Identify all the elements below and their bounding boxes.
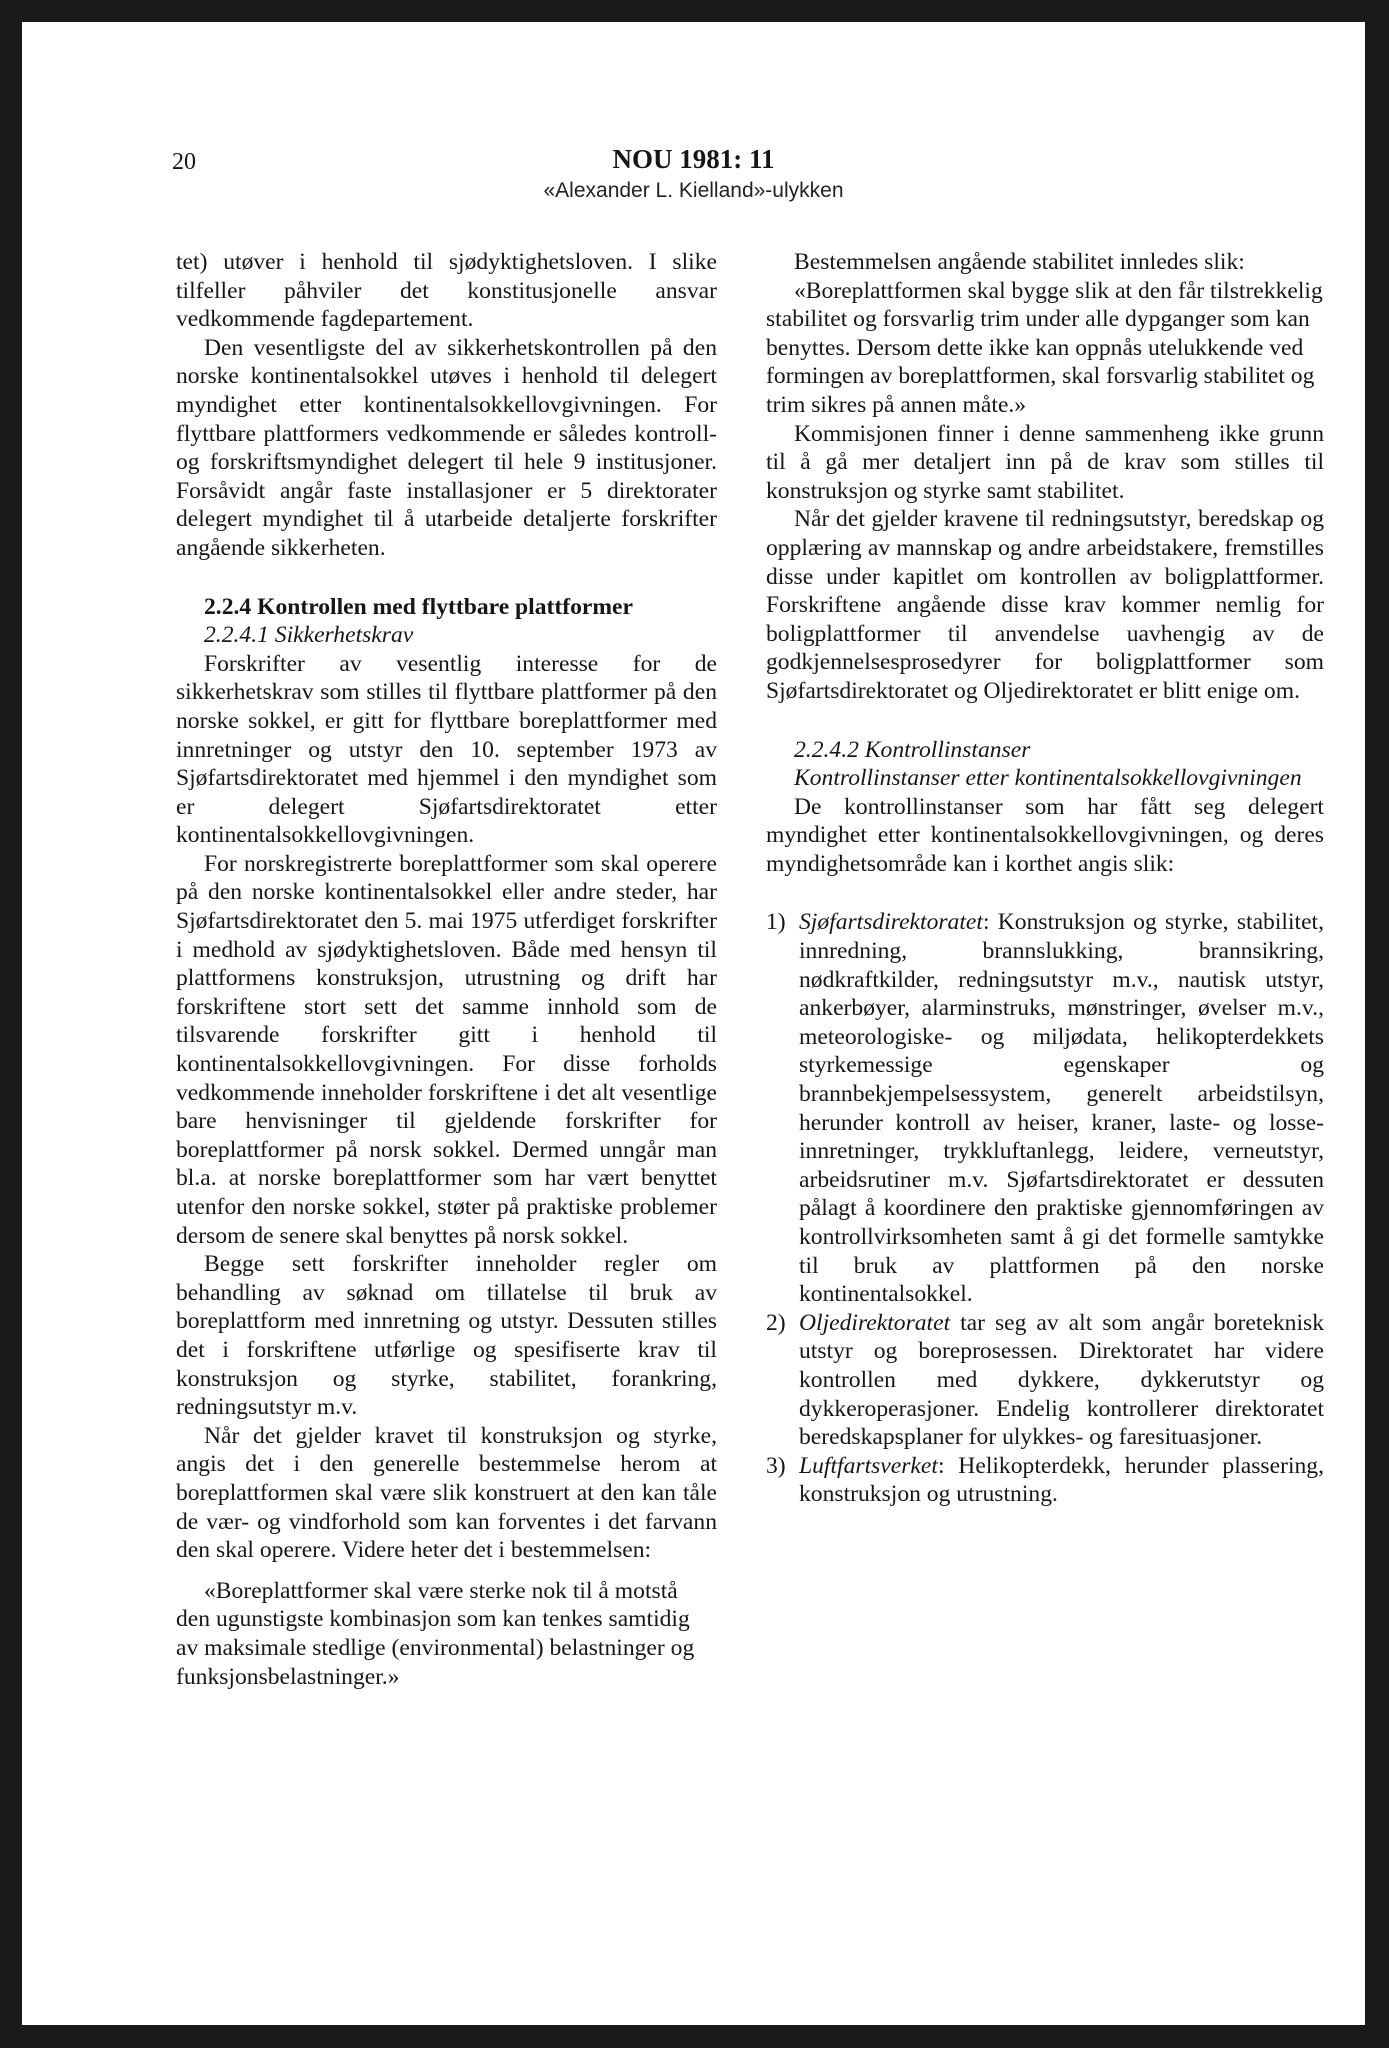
paragraph: Når det gjelder kravet til konstruksjon og styrke, angis det i den generelle bestemmelse herom at boreplattformen skal være slik konstruert at den kan tåle de vær- og vindforhold som kan forventes i det farvann den skal operere. Videre heter det i bestemmelsen: <box>176 1422 717 1564</box>
authority-name: Sjøfartsdirektoratet <box>799 909 983 936</box>
series-title: NOU 1981: 11 <box>612 144 775 174</box>
paragraph: Kommisjonen finner i denne sammenheng ikke grunn til å gå mer detaljert inn på de krav som stilles til konstruksjon og styrke samt stabilitet. <box>766 420 1324 504</box>
list-text: : Konstruksjon og styrke, stabilitet, innredning, brannslukking, brannsikring, nødkraftkilder, redningsutstyr m.v., nautisk utstyr, ankerbøyer, alarminstruks, mønstringer, øvelser m.v., meteorologiske- og miljødata, helikopterdekkets styrkemessige egenskaper og brannbekjempelsessystem, generelt arbeidstilsyn, herunder kontroll av heiser, kraner, laste- og losse-innretninger, trykkluftanlegg, leidere, verneutstyr, arbeidsrutiner m.v. Sjøfartsdirektoratet er dessuten pålagt å koordinere den praktiske gjennomføringen av kontrollvirksomheten samt å gi det formelle samtykke til bruk av plattformen på den norske kontinentalsokkel. <box>799 909 1324 1308</box>
paragraph: Bestemmelsen angående stabilitet innledes slik: <box>794 249 1245 275</box>
paragraph: Den vesentligste del av sikkerhetskontrollen på den norske kontinentalsokkel utøves i henhold til delegert myndighet etter kontinentalsokkellovgivningen. For flyttbare plattformers vedkommende er således kontroll- og forskriftsmyndighet delegert til hele 9 institusjoner. Forsåvidt angår faste installasjoner er 5 direktorater delegert myndighet til å utarbeide detaljerte forskrifter angående sikkerheten. <box>176 334 717 561</box>
list-item <box>766 908 1324 1308</box>
document-page <box>22 22 1365 2025</box>
sub-heading: 2.2.4.1 Sikkerhetskrav <box>204 622 414 649</box>
authority-name: Oljedirektoratet <box>799 1309 951 1336</box>
list-item <box>766 1309 1324 1452</box>
block-quote: «Boreplattformer skal være sterke nok til å motstå den ugunstigste kombinasjon som kan tenkes samtidig av maksimale stedlige (environmental) belastninger og funksjonsbelastninger.» <box>176 1577 695 1690</box>
paragraph: Begge sett forskrifter inneholder regler om behandling av søknad om tillatelse til bruk av boreplattform med innretning og utstyr. Dessuten stilles det i forskriftene utførlige og spesifiserte krav til konstruksjon og styrke, stabilitet, forankring, redningsutstyr m.v. <box>176 1251 717 1421</box>
list-text: : Helikopterdekk, herunder plassering, konstruksjon og utrustning. <box>799 1452 1324 1508</box>
spacer <box>766 706 1324 736</box>
authority-list <box>766 908 1324 1508</box>
spacer <box>766 878 1324 908</box>
paragraph: De kontrollinstanser som har fått seg delegert myndighet etter kontinentalsokkellovgivningen, og deres myndighetsområde kan i korthet angis slik: <box>766 793 1324 877</box>
spacer <box>176 563 717 593</box>
left-column <box>176 248 717 1691</box>
page-number: 20 <box>172 149 196 175</box>
list-number: 2) <box>766 1309 786 1336</box>
list-item <box>766 1452 1324 1509</box>
section-heading: 2.2.4 Kontrollen med flyttbare plattformer <box>204 593 633 620</box>
list-number: 3) <box>766 1452 786 1479</box>
block-quote: «Boreplattformen skal bygge slik at den får tilstrekkelig stabilitet og forsvarlig trim under alle dypganger som kan benyttes. Dersom dette ikke kan oppnås utelukkende ved formingen av boreplattformen, skal forsvarlig stabilitet og trim sikres på annen måte.» <box>766 277 1323 418</box>
list-number: 1) <box>766 909 786 936</box>
paragraph: For norskregistrerte boreplattformer som skal operere på den norske kontinentalsokkel eller andre steder, har Sjøfartsdirektoratet den 5. mai 1975 utferdiget forskrifter i medhold av sjødyktighetsloven. Både med hensyn til plattformens konstruksjon, utrustning og drift har forskriftene stort sett det samme innhold som de tilsvarende forskrifter gitt i henhold til kontinentalsokkellovgivningen. For disse forholds vedkommende inneholder forskriftene i det alt vesentlige bare henvisninger til gjeldende forskrifter for boreplattformer på norsk sokkel. Dermed unngår man bl.a. at norske boreplattformer som har vært benyttet utenfor den norske sokkel, støter på praktiske problemer dersom de senere skal benyttes på norsk sokkel. <box>176 850 717 1249</box>
sub-heading: 2.2.4.2 Kontrollinstanser <box>794 736 1031 763</box>
paragraph: Forskrifter av vesentlig interesse for de sikkerhetskrav som stilles til flyttbare plattformer på den norske sokkel, er gitt for flyttbare boreplattformer med innretninger og utstyr den 10. september 1973 av Sjøfartsdirektoratet med hjemmel i den myndighet som er delegert Sjøfartsdirektoratet etter kontinentalsokkellovgivningen. <box>176 650 717 849</box>
right-column <box>766 248 1324 1509</box>
sub-heading-2: Kontrollinstanser etter kontinentalsokkellovgivningen <box>794 765 1302 792</box>
spacer <box>176 1565 717 1577</box>
list-text: tar seg av alt som angår boreteknisk utstyr og boreprosessen. Direktoratet har videre kontrollen med dykkere, dykkerutstyr og dykkeroperasjoner. Endelig kontrollerer direktoratet beredskapsplaner for ulykkes- og faresituasjoner. <box>799 1309 1324 1451</box>
paragraph: tet) utøver i henhold til sjødyktighetsloven. I slike tilfeller påhviler det konstitusjonelle ansvar vedkommende fagdepartement. <box>176 249 717 333</box>
paragraph: Når det gjelder kravene til redningsutstyr, beredskap og opplæring av mannskap og andre arbeidstakere, fremstilles disse under kapitlet om kontrollen av boligplattformer. Forskriftene angående disse krav kommer nemlig for boligplattformer til anvendelse uavhengig av de godkjennelsesprosedyrer for boligplattformer som Sjøfartsdirektoratet og Oljedirektoratet er blitt enige om. <box>766 506 1324 704</box>
authority-name: Luftfartsverket <box>799 1452 938 1479</box>
series-subtitle: «Alexander L. Kielland»-ulykken <box>543 179 844 202</box>
